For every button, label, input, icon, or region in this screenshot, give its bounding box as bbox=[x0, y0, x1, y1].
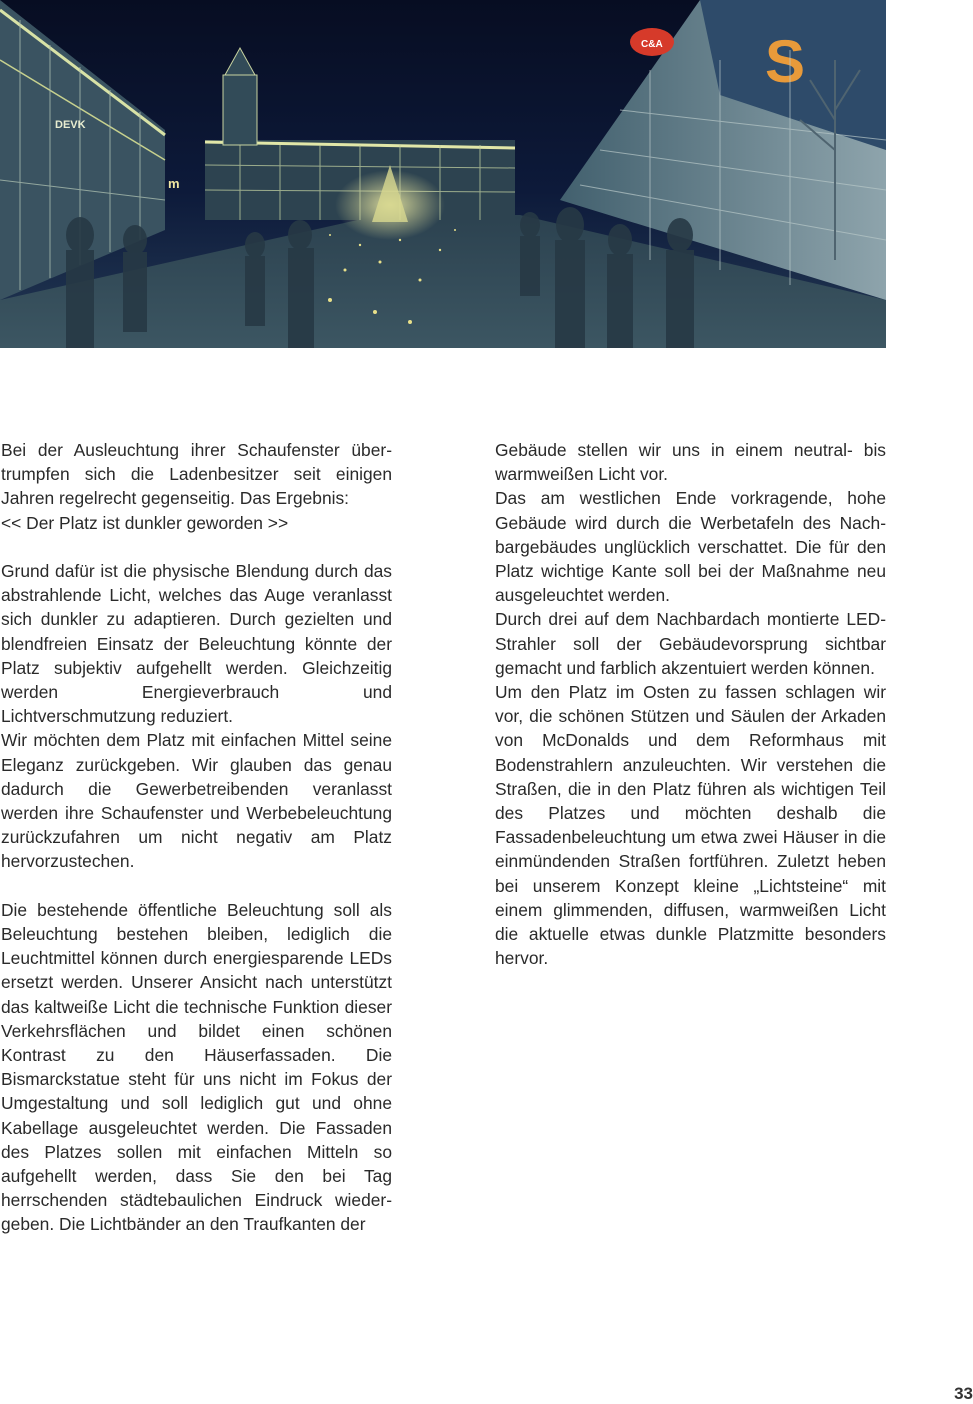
paragraph: Um den Platz im Osten zu fassen schlagen wir vor, die schönen Stützen und Säulen der Arkaden von McDonalds und dem Reformhaus mit Bodenstrahlern anzuleuchten. Wir verstehen die Straßen, die in den Platz führen als wichtigen Teil des Platzes und möchten deshalb die Fassadenbeleuchtung um etwa zwei Häuser in die einmündenden Straßen fortführen. Zuletzt heben bei unserem Konzept kleine „Lichtsteine“ mit einem glimmenden, diffusen, warmweißen Licht die aktuelle etwas dunkle Platzmitte besonders hervor. bbox=[495, 682, 886, 969]
banner-letter: S bbox=[765, 28, 806, 95]
devk-sign: DEVK bbox=[55, 119, 86, 131]
page-number: 33 bbox=[954, 1384, 973, 1403]
paragraph: Das am westlichen Ende vorkragende, hohe Gebäude wird durch die Werbetafeln des Nachbargebäudes unglücklich verschattet. Die für den Platz wichtige Kante soll bei der Maßnahme neu ausgeleuchtet werden. bbox=[495, 488, 886, 606]
paragraph: Grund dafür ist die physische Blendung durch das abstrahlende Licht, welches das Auge veranlasst sich dunkler zu adaptieren. Durch gezielten und blendfreien Einsatz der Beleuchtung könnte der Platz subjektiv aufgehellt werden. Gleichzeitig werden Energieverbrauch und Lichtverschmutzung reduziert. bbox=[1, 561, 392, 727]
hero-image bbox=[0, 0, 886, 348]
night-square-illustration bbox=[0, 0, 886, 348]
mcdonalds-sign: m bbox=[168, 176, 180, 191]
right-text-column bbox=[495, 438, 886, 970]
left-text-column bbox=[1, 438, 392, 1237]
paragraph: Wir möchten dem Platz mit einfachen Mittel seine Eleganz zurückgeben. Wir glauben das genau dadurch die Gewerbetreibenden veranlasst werden ihre Schaufenster und Werbebeleuchtung zurückzufahren um nicht negativ am Platz hervorzustechen. bbox=[1, 730, 392, 872]
red-sign-text: C&A bbox=[641, 39, 663, 50]
paragraph: Gebäude stellen wir uns in einem neutral- bis warmweißen Licht vor. bbox=[495, 440, 886, 485]
paragraph: Bei der Ausleuchtung ihrer Schaufenster übertrumpfen sich die Ladenbesitzer seit einigen Jahren regelrecht gegenseitig. Das Ergebnis: bbox=[1, 440, 392, 509]
quote-line: << Der Platz ist dunkler geworden >> bbox=[1, 512, 289, 533]
paragraph: Durch drei auf dem Nachbardach montierte LED-Strahler soll der Gebäudevorsprung sichtbar gemacht und farblich akzentuiert werden können. bbox=[495, 609, 886, 678]
paragraph: Die bestehende öffentliche Beleuchtung soll als Beleuchtung bestehen bleiben, lediglich die Leuchtmittel können durch energiesparende LEDs ersetzt werden. Unserer Ansicht nach unterstützt das kaltweiße Licht die technische Funktion dieser Verkehrsflächen und bildet einen schönen Kontrast zu den Häuserfassaden. Die Bismarckstatue steht für uns nicht im Fokus der Umgestaltung und soll lediglich gut und ohne Kabellage ausgeleuchtet werden. Die Fassaden des Platzes sollen mit einfachen Mitteln so aufgehellt werden, dass Sie den bei Tag herrschenden städtebaulichen Eindruck wiedergeben. Die Lichtbänder an den Traufkanten der bbox=[1, 899, 392, 1235]
